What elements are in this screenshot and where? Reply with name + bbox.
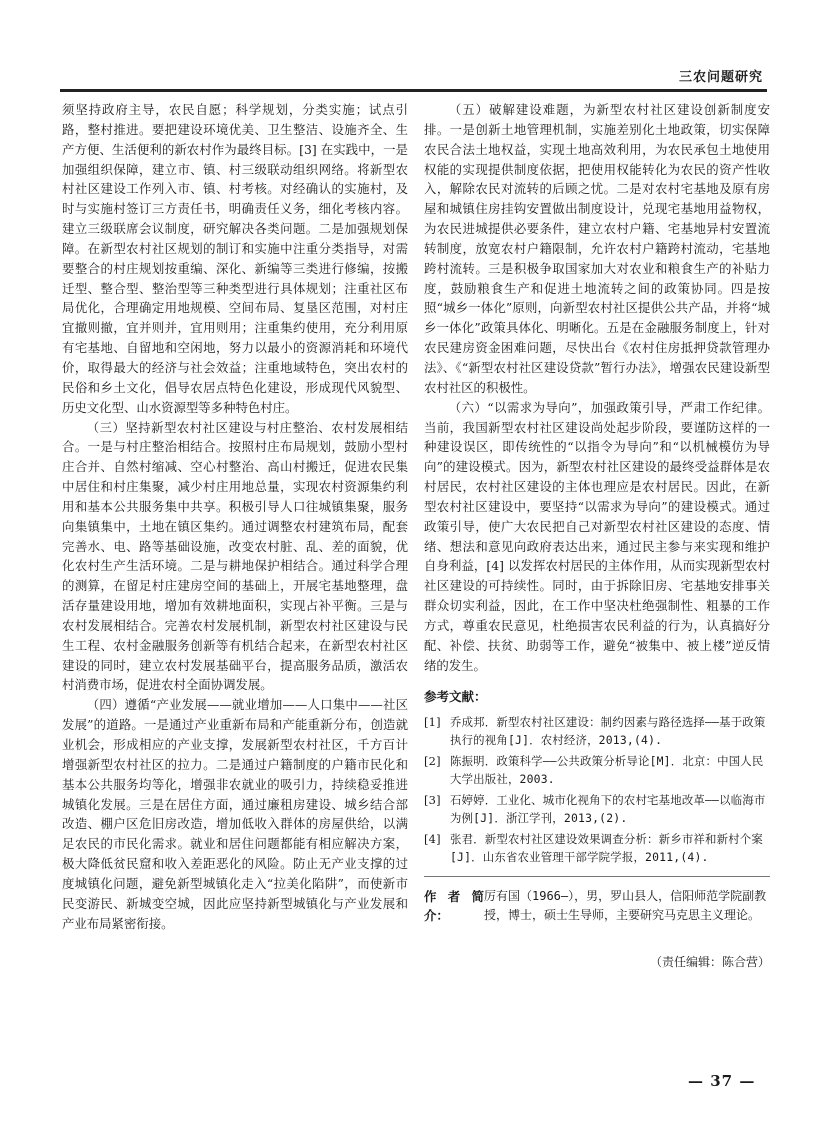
reference-text: 石婷婷．工业化、城市化视角下的农村宅基地改革——以临海市为例[J]．浙江学刊，2013,(2).: [450, 793, 766, 826]
paragraph-4: （五）破解建设难题，为新型农村社区建设创新制度安排。一是创新土地管理机制，实施差别化土地政策，切实保障农民合法土地权益，实现土地高效利用，为农民承包土地使用权能的实现提供制度依据，把使用权能转化为农民的资产性收入，解除农民对流转的后顾之忧。二是对农村宅基地及原有房屋和城镇住房挂钩安置做出制度设计，兑现宅基地用益物权，为农民进城提供必要条件，建立农村户籍、宅基地异村安置流转制度，放宽农村户籍限制，允许农村户籍跨村流动，宅基地跨村流转。三是积极争取国家加大对农业和粮食生产的补贴力度，鼓励粮食生产和促进土地流转之间的政策协同。四是按照“城乡一体化”原则，向新型农村社区提供公共产品，并将“城乡一体化”政策具体化、明晰化。五是在金融服务制度上，针对农民建房资金困难问题，尽快出台《农村住房抵押贷款管理办法》、《“新型农村社区建设贷款”暂行办法》，增强农民建设新型农村社区的积极性。: [424, 102, 770, 395]
reference-number: [2]: [424, 754, 441, 769]
reference-number: [4]: [424, 832, 441, 847]
reference-text: 张君．新型农村社区建设效果调查分析：新乡市祥和新村个案[J]．山东省农业管理干部学院学报，2011,(4).: [450, 832, 763, 865]
paragraph-3: （四）遵循“产业发展——就业增加——人口集中——社区发展”的道路。一是通过产业重新布局和产能重新分布，创造就业机会，形成相应的产业支撑，发展新型农村社区，千方百计增强新型农村社区的拉力。二是通过户籍制度的户籍市民化和基本公共服务均等化，增强非农就业的吸引力，持续稳妥推进城镇化发展。三是在居住方面，通过廉租房建设、城乡结合部改造、棚户区危旧房改造，增加低收入群体的房屋供给，以满足农民的市民化需求。就业和居住问题都能有相应解决方案，极大降低贫民窟和收入差距恶化的风险。防止无产业支撑的过度城镇化问题，避免新型城镇化走入“拉美化陷阱”，而使新市民变游民、新城变空城，因此应坚持新型城镇化与产业发展和产业布局紧密衔接。: [62, 697, 408, 931]
reference-item: [424, 791, 770, 827]
paragraph-5: （六）“以需求为导向”，加强政策引导，严肃工作纪律。当前，我国新型农村社区建设尚处起步阶段，要谨防这样的一种建设误区，即传统性的“以指令为导向”和“以机械模仿为导向”的建设模式。因为，新型农村社区建设的最终受益群体是农村居民，农村社区建设的主体也理应是农村居民。因此，在新型农村社区建设中，要坚持“以需求为导向”的建设模式。通过政策引导，使广大农民把自己对新型农村社区建设的态度、情绪、想法和意见向政府表达出来，通过民主参与来实现和维护自身利益，[4] 以发挥农村居民的主体作用，从而实现新型农村社区建设的可持续性。同时，由于拆除旧房、宅基地安排事关群众切实利益，因此，在工作中坚决杜绝强制性、粗暴的工作方式，尊重农民意见，杜绝损害农民利益的行为，认真搞好分配、补偿、扶贫、助弱等工作，避免“被集中、被上楼”逆反情绪的发生。: [424, 399, 770, 673]
author-bio-text: 厉有国（1966—），男，罗山县人，信阳师范学院副教授，博士，硕士生导师，主要研究马克思主义理论。: [484, 889, 767, 923]
references-list: [424, 713, 770, 866]
reference-item: [424, 752, 770, 788]
left-column: [62, 100, 408, 933]
author-bio: [424, 887, 770, 925]
page-number: — 37 —: [688, 1072, 756, 1090]
reference-text: 陈振明．政策科学——公共政策分析导论[M]．北京：中国人民大学出版社，2003.: [450, 754, 764, 787]
journal-section-title: 三农问题研究: [678, 70, 763, 85]
editor-credit: （责任编辑：陈合营）: [649, 955, 770, 970]
running-header: [60, 62, 767, 92]
references-divider: [424, 876, 770, 877]
paragraph-2: （三）坚持新型农村社区建设与村庄整治、农村发展相结合。一是与村庄整治相结合。按照村庄布局规划，鼓励小型村庄合并、自然村缩减、空心村整治、高山村搬迁，促进农民集中居住和村庄集聚，减少村庄用地总量，实现农村资源集约利用和基本公共服务集中共享。积极引导人口往城镇集聚，服务向集镇集中，土地在镇区集约。通过调整农村建筑布局，配套完善水、电、路等基础设施，改变农村脏、乱、差的面貌，优化农村生产生活环境。二是与耕地保护相结合。通过科学合理的测算，在留足村庄建房空间的基础上，开展宅基地整理，盘活存量建设用地，增加有效耕地面积，实现占补平衡。三是与农村发展相结合。完善农村发展机制，新型农村社区建设与民生工程、农村金融服务创新等有机结合起来，在新型农村社区建设的同时，建立农村发展基础平台，提高服务品质，激活农村消费市场，促进农村全面协调发展。: [62, 419, 408, 693]
paragraph-1: 须坚持政府主导，农民自愿；科学规划，分类实施；试点引路，整村推进。要把建设环境优美、卫生整洁、设施齐全、生产方便、生活便利的新农村作为最终目标。[3] 在实践中，一是加强组织保障，建立市、镇、村三级联动组织网络。将新型农村社区建设工作列入市、镇、村考核。对经确认的实施村，及时与实施村签订三方责任书，明确责任义务，细化考核内容。建立三级联席会议制度，研究解决各类问题。二是加强规划保障。在新型农村社区规划的制订和实施中注重分类指导，对需要整合的村庄规划按重编、深化、新编等三类进行修编，按搬迁型、整合型、整治型等三种类型进行具体规划；注重社区布局优化，合理确定用地规模、空间布局、复垦区范围，对村庄宜撤则撤，宜并则并，宜用则用；注重集约使用，充分利用原有宅基地、自留地和空闲地，努力以最小的资源消耗和环境代价，取得最大的经济与社会效益；注重地域特色，突出农村的民俗和乡土文化，倡导农居点特色化建设，形成现代风貌型、历史文化型、山水资源型等多种特色村庄。: [62, 102, 408, 415]
reference-number: [3]: [424, 793, 441, 808]
right-column: [424, 100, 770, 973]
author-bio-label: 作者简介：: [424, 889, 484, 924]
reference-item: [424, 713, 770, 749]
reference-item: [424, 830, 770, 866]
reference-number: [1]: [424, 715, 441, 730]
references-title: 参考文献：: [424, 689, 487, 705]
reference-text: 乔成邦．新型农村社区建设：制约因素与路径选择——基于政策执行的视角[J]．农村经济，2013,(4).: [450, 715, 766, 748]
header-rule: [60, 89, 767, 92]
